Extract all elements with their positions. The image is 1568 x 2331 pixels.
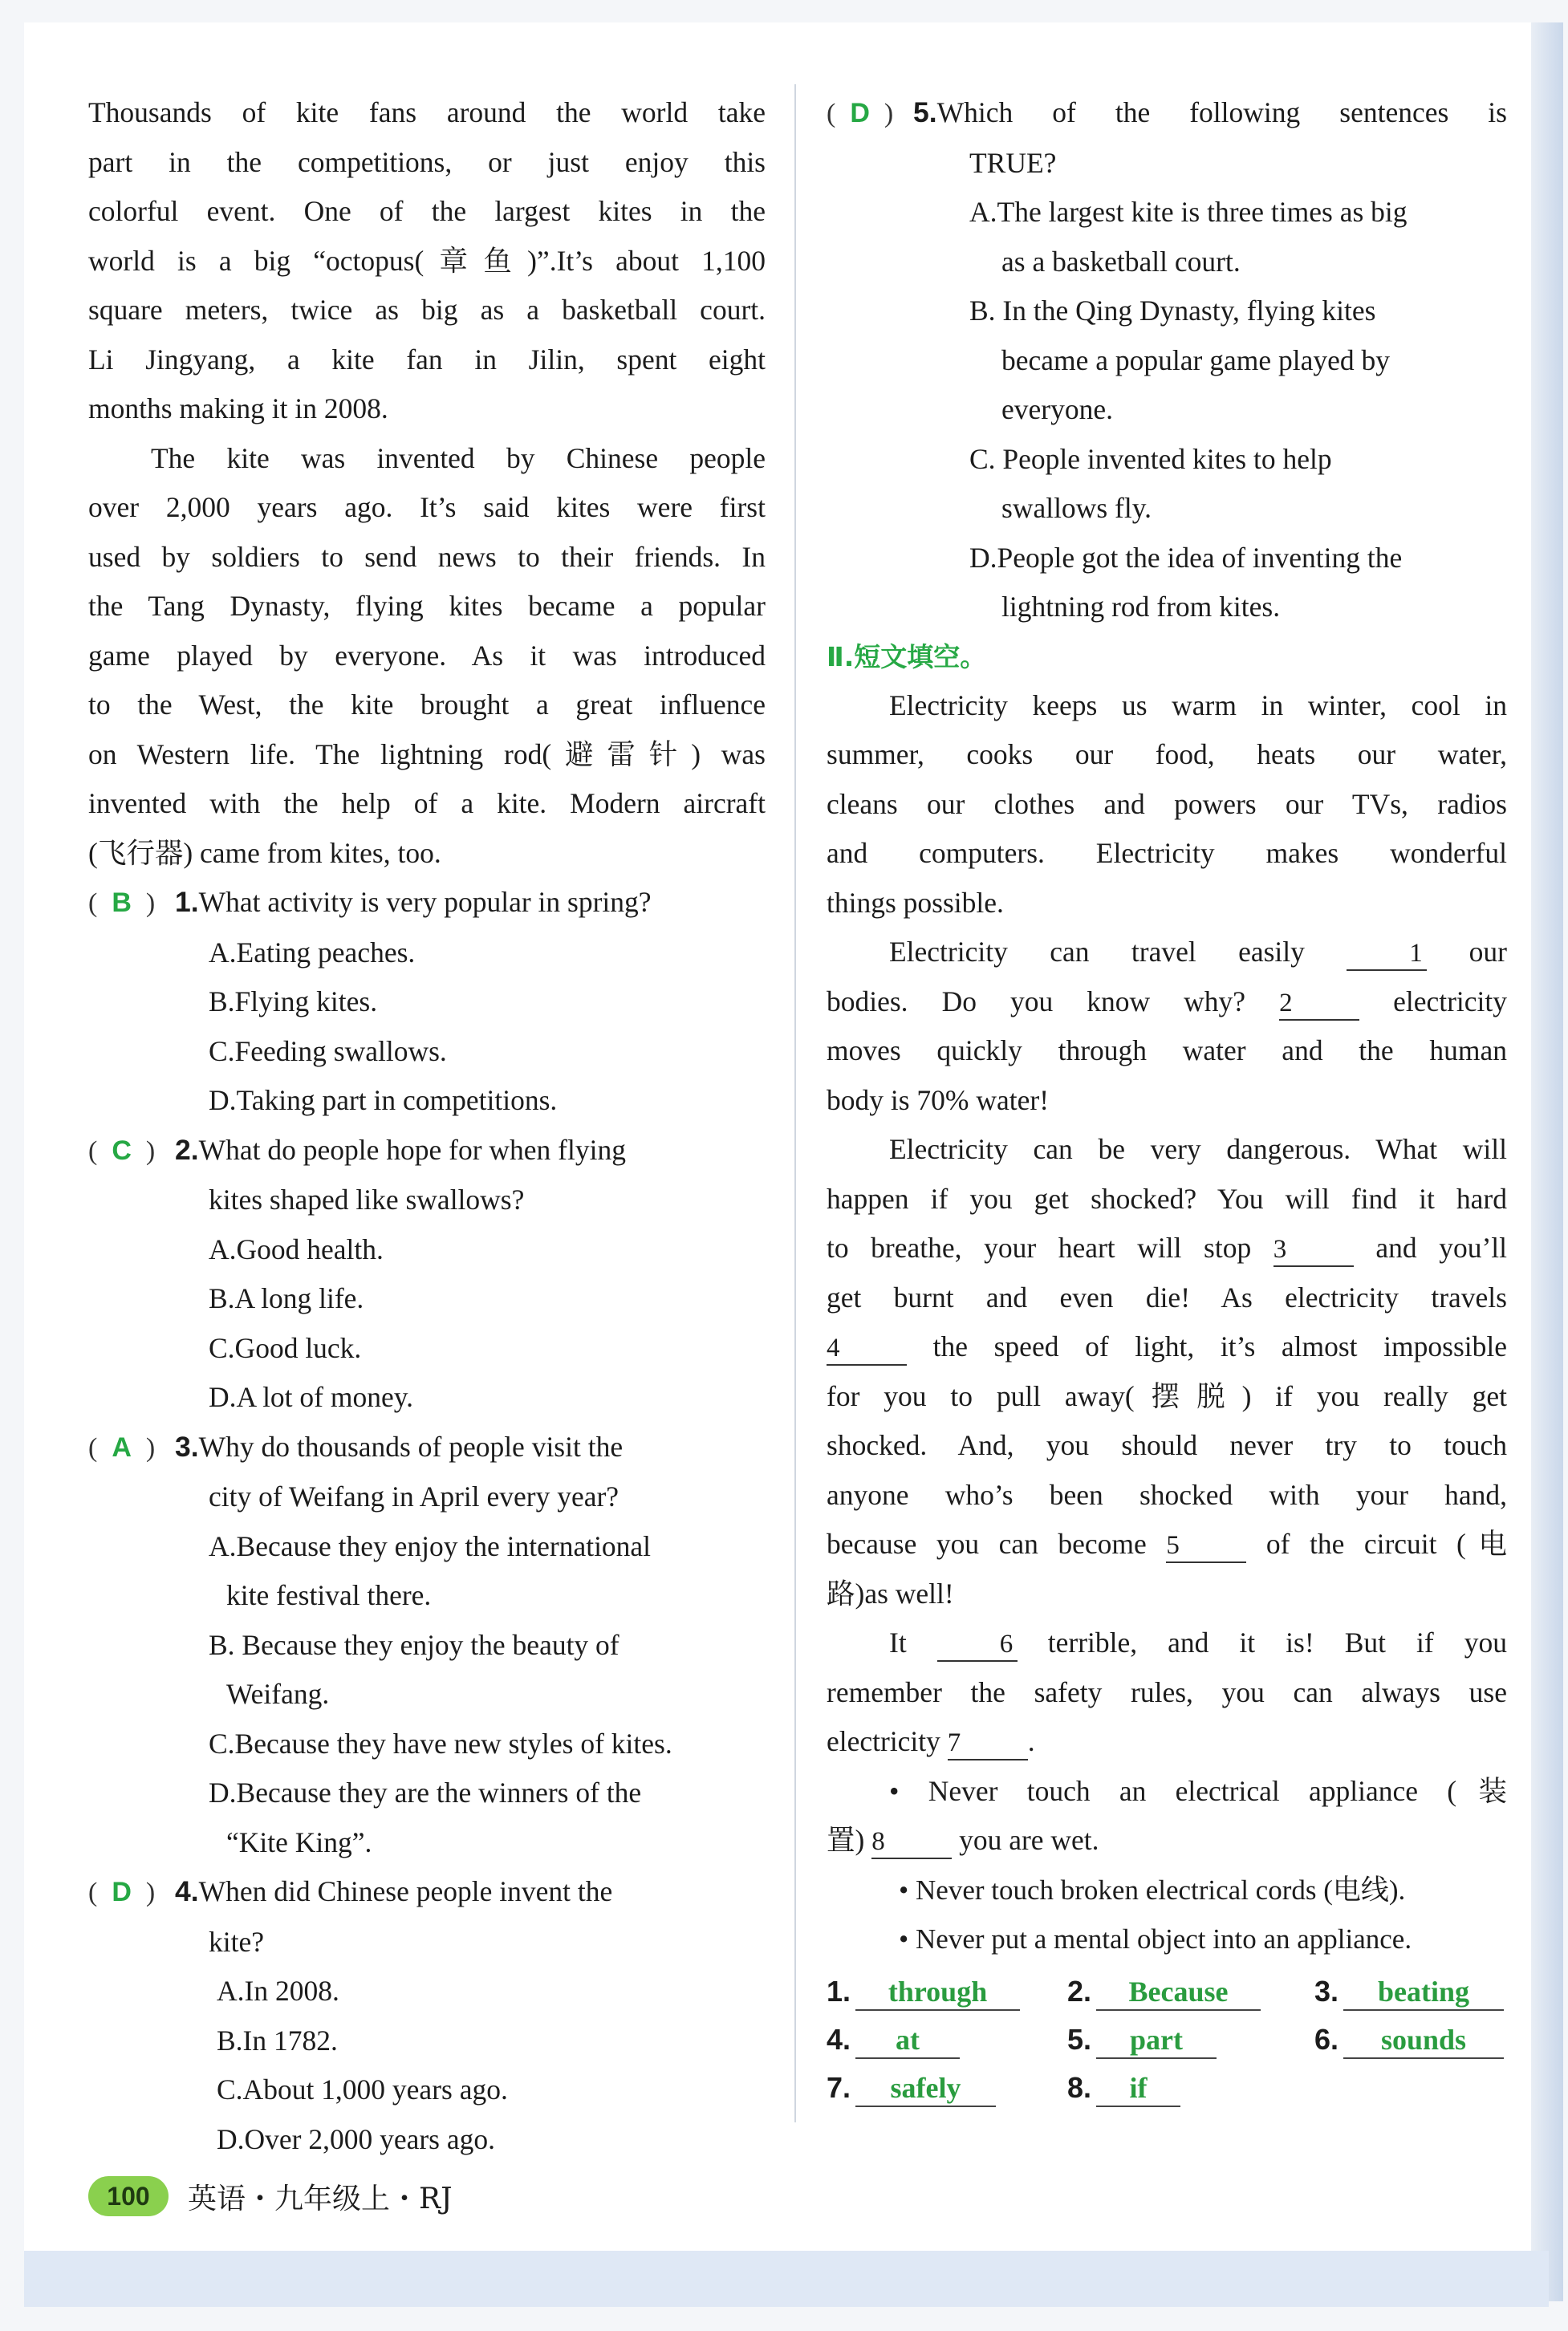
question-stem (88, 1126, 766, 1176)
stem-line: TRUE? (969, 146, 1057, 179)
question-5 (827, 88, 1507, 632)
option: D.People got the idea of inventing the (969, 541, 1403, 574)
answer-word: if (1096, 2070, 1180, 2107)
option: B. In the Qing Dynasty, flying kites (969, 294, 1376, 327)
text-span: electricity (1393, 985, 1507, 1017)
option: D.Over 2,000 years ago. (217, 2122, 496, 2155)
text-line: used by soldiers to send news to their friends. In (88, 540, 766, 573)
option-continuation: Weifang. (226, 1678, 330, 1710)
answer-bracket: ( A ) (88, 1431, 156, 1463)
question-number: 5. (913, 96, 937, 128)
question-stem (88, 1423, 766, 1473)
text-line: happen if you get shocked? You will find it hard (827, 1182, 1507, 1215)
option: A.The largest kite is three times as big (969, 196, 1408, 228)
answer-number: 8. (1067, 2070, 1092, 2104)
text-span: of the circuit (电 (1265, 1528, 1508, 1560)
question-number: 4. (175, 1875, 199, 1907)
stem-line: city of Weifang in April every year? (209, 1480, 619, 1513)
question-4 (88, 1867, 766, 2164)
text-line: Thousands of kite fans around the world take (88, 96, 766, 128)
option: C.Good luck. (209, 1331, 362, 1364)
text-line: colorful event. One of the largest kites in the (88, 195, 766, 227)
text-line: part in the competitions, or just enjoy this (88, 145, 766, 178)
answer-letter: A (112, 1431, 132, 1463)
answer-number: 1. (827, 1974, 851, 2008)
stem-line: What activity is very popular in spring? (198, 886, 652, 918)
option-continuation: swallows fly. (1001, 492, 1152, 524)
text-line: months making it in 2008. (88, 392, 388, 424)
answer-word: sounds (1343, 2022, 1504, 2059)
stem-line: When did Chinese people invent the (198, 1875, 613, 1907)
answer-word: through (855, 1974, 1020, 2011)
page-edge-right (1531, 22, 1563, 2301)
text-span: our (1468, 936, 1507, 968)
question-1 (88, 878, 766, 1126)
text-line: The kite was invented by Chinese people (151, 441, 766, 474)
blank-1[interactable]: 1 (1347, 937, 1427, 971)
option: B.A long life. (209, 1282, 364, 1314)
text-line: square meters, twice as big as a basketball court. (88, 294, 766, 326)
answer-item (827, 1968, 1020, 2016)
option: A.In 2008. (217, 1975, 339, 2007)
page-number-badge: 100 (88, 2176, 169, 2216)
answer-word: safely (855, 2070, 996, 2107)
text-line: the Tang Dynasty, flying kites became a popular (88, 590, 766, 622)
text-line: world is a big “octopus(章鱼)”.It’s about 1,100 (88, 244, 766, 277)
text-line: anyone who’s been shocked with your hand, (827, 1478, 1507, 1511)
text-line (827, 1224, 1507, 1273)
question-number: 2. (175, 1133, 199, 1166)
text-line: over 2,000 years ago. It’s said kites were first (88, 491, 766, 523)
text-line: Electricity keeps us warm in winter, cool in (889, 688, 1507, 721)
section-title: Ⅱ.短文填空。 (827, 640, 987, 672)
option: C. People invented kites to help (969, 442, 1332, 475)
option: B.In 1782. (217, 2024, 338, 2057)
question-2 (88, 1126, 766, 1423)
answer-item (1314, 2016, 1504, 2064)
blank-7[interactable]: 7 (948, 1727, 1028, 1760)
answer-letter: D (850, 98, 870, 128)
answer-word: part (1096, 2022, 1217, 2059)
answer-item (1314, 1968, 1504, 2016)
text-span: bodies. Do you know why? (827, 985, 1246, 1017)
text-line: body is 70% water! (827, 1083, 1050, 1116)
rule-line (827, 1816, 1507, 1866)
text-line: cleans our clothes and powers our TVs, radios (827, 787, 1507, 820)
text-span: you are wet. (959, 1824, 1099, 1856)
option-continuation: kite festival there. (226, 1579, 432, 1611)
text-span: and you’ll (1375, 1232, 1507, 1264)
text-line: get burnt and even die! As electricity travels (827, 1281, 1507, 1314)
answer-number: 5. (1067, 2022, 1092, 2056)
answer-word: at (855, 2022, 960, 2059)
rule-line: • Never touch an electrical appliance (装 (889, 1774, 1507, 1807)
answer-letter: D (112, 1877, 132, 1907)
answer-item (1067, 2016, 1217, 2064)
answer-word: Because (1096, 1974, 1261, 2011)
page-edge-bottom (24, 2251, 1549, 2307)
option: A.Because they enjoy the international (209, 1529, 652, 1562)
right-column (827, 88, 1507, 2112)
stem-line: What do people hope for when flying (198, 1133, 626, 1166)
text-line: on Western life. The lightning rod(避雷针) was (88, 737, 766, 770)
text-line: Li Jingyang, a kite fan in Jilin, spent eight (88, 343, 766, 376)
option: D.Because they are the winners of the (209, 1777, 642, 1809)
text-line: invented with the help of a kite. Modern aircraft (88, 787, 766, 819)
text-line: remember the safety rules, you can always use (827, 1675, 1507, 1708)
text-line: things possible. (827, 886, 1004, 919)
question-stem (88, 1867, 766, 1918)
answer-number: 2. (1067, 1974, 1092, 2008)
answer-number: 3. (1314, 1974, 1339, 2008)
text-span: electricity (827, 1725, 940, 1757)
rule-line: • Never put a mental object into an appliance. (899, 1923, 1412, 1955)
cloze-paragraph-4 (827, 1618, 1507, 1767)
text-line: and computers. Electricity makes wonderful (827, 837, 1507, 869)
answer-item (1067, 2064, 1180, 2112)
stem-line: Which of the following sentences is (936, 96, 1507, 128)
option-continuation: lightning rod from kites. (1001, 591, 1281, 623)
answer-letter: B (112, 887, 132, 918)
text-line: Electricity can be very dangerous. What will (889, 1133, 1507, 1165)
question-stem (827, 88, 1507, 139)
text-span: because you can become (827, 1528, 1147, 1560)
text-span: It (889, 1626, 907, 1659)
option: C.Feeding swallows. (209, 1034, 447, 1067)
stem-line: kite? (209, 1925, 264, 1958)
question-number: 1. (175, 886, 199, 918)
stem-line: Why do thousands of people visit the (198, 1430, 624, 1463)
answer-key (827, 1968, 1507, 2112)
text-line: to the West, the kite brought a great influence (88, 688, 766, 721)
safety-rules (827, 1767, 1507, 1964)
question-number: 3. (175, 1430, 199, 1463)
text-span: . (1027, 1725, 1035, 1757)
option: D.Taking part in competitions. (209, 1084, 558, 1116)
answer-number: 6. (1314, 2022, 1339, 2056)
text-line (827, 1520, 1507, 1570)
option: D.A lot of money. (209, 1381, 414, 1413)
text-line (827, 977, 1507, 1027)
question-3 (88, 1423, 766, 1868)
answer-bracket: ( C ) (88, 1135, 156, 1166)
text-span: 置) (827, 1824, 865, 1856)
question-stem (88, 878, 766, 928)
text-line (827, 1618, 1507, 1668)
answer-bracket: ( D ) (827, 98, 894, 128)
text-line: (飞行器) came from kites, too. (88, 836, 441, 869)
text-line: summer, cooks our food, heats our water, (827, 738, 1507, 770)
option-continuation: as a basketball court. (1001, 245, 1241, 278)
text-line: game played by everyone. As it was introduced (88, 639, 766, 672)
rule-line: • Never touch broken electrical cords (电线). (899, 1874, 1406, 1906)
column-divider (794, 84, 796, 2122)
text-line: moves quickly through water and the human (827, 1034, 1507, 1066)
text-span: the speed of light, it’s almost impossible (932, 1330, 1507, 1362)
answer-word: beating (1343, 1974, 1504, 2011)
blank-6[interactable]: 6 (937, 1628, 1018, 1662)
text-span: terrible, and it is! But if you (1047, 1626, 1507, 1659)
answer-number: 7. (827, 2070, 851, 2104)
blank-4[interactable]: 4 (827, 1332, 907, 1366)
text-span: Electricity can travel easily (889, 936, 1305, 968)
option-continuation: everyone. (1001, 393, 1113, 425)
option-continuation: became a popular game played by (1001, 343, 1390, 376)
answer-item (827, 2064, 996, 2112)
blank-3[interactable]: 3 (1273, 1233, 1354, 1267)
text-line: for you to pull away(摆脱) if you really get (827, 1379, 1507, 1412)
text-line: 路)as well! (827, 1577, 954, 1610)
answer-letter: C (112, 1135, 132, 1166)
answer-bracket: ( D ) (88, 1877, 156, 1907)
answer-bracket: ( B ) (88, 887, 156, 918)
cloze-paragraph-1 (827, 681, 1507, 928)
page-footer (88, 2171, 453, 2222)
option: C.About 1,000 years ago. (217, 2073, 508, 2106)
option: A.Eating peaches. (209, 936, 416, 969)
option: B.Flying kites. (209, 985, 378, 1017)
blank-5[interactable]: 5 (1166, 1529, 1246, 1563)
answer-item (827, 2016, 960, 2064)
cloze-paragraph-3 (827, 1125, 1507, 1618)
answer-number: 4. (827, 2022, 851, 2056)
text-line (827, 1717, 1507, 1767)
option-continuation: “Kite King”. (226, 1825, 372, 1858)
reading-paragraph-2 (88, 434, 766, 879)
option: C.Because they have new styles of kites. (209, 1727, 672, 1760)
text-line: shocked. And, you should never try to touch (827, 1429, 1507, 1461)
left-column (88, 88, 766, 2164)
text-line (827, 1322, 1507, 1372)
blank-2[interactable]: 2 (1279, 987, 1359, 1021)
option: A.Good health. (209, 1233, 384, 1265)
reading-paragraph-1 (88, 88, 766, 434)
stem-line: kites shaped like swallows? (209, 1184, 525, 1216)
answer-item (1067, 1968, 1261, 2016)
footer-book-title: 英语・九年级上・RJ (188, 2182, 453, 2215)
cloze-paragraph-2 (827, 928, 1507, 1125)
blank-8[interactable]: 8 (871, 1825, 952, 1859)
text-span: to breathe, your heart will stop (827, 1232, 1252, 1264)
option: B. Because they enjoy the beauty of (209, 1628, 619, 1661)
text-line (827, 928, 1507, 977)
